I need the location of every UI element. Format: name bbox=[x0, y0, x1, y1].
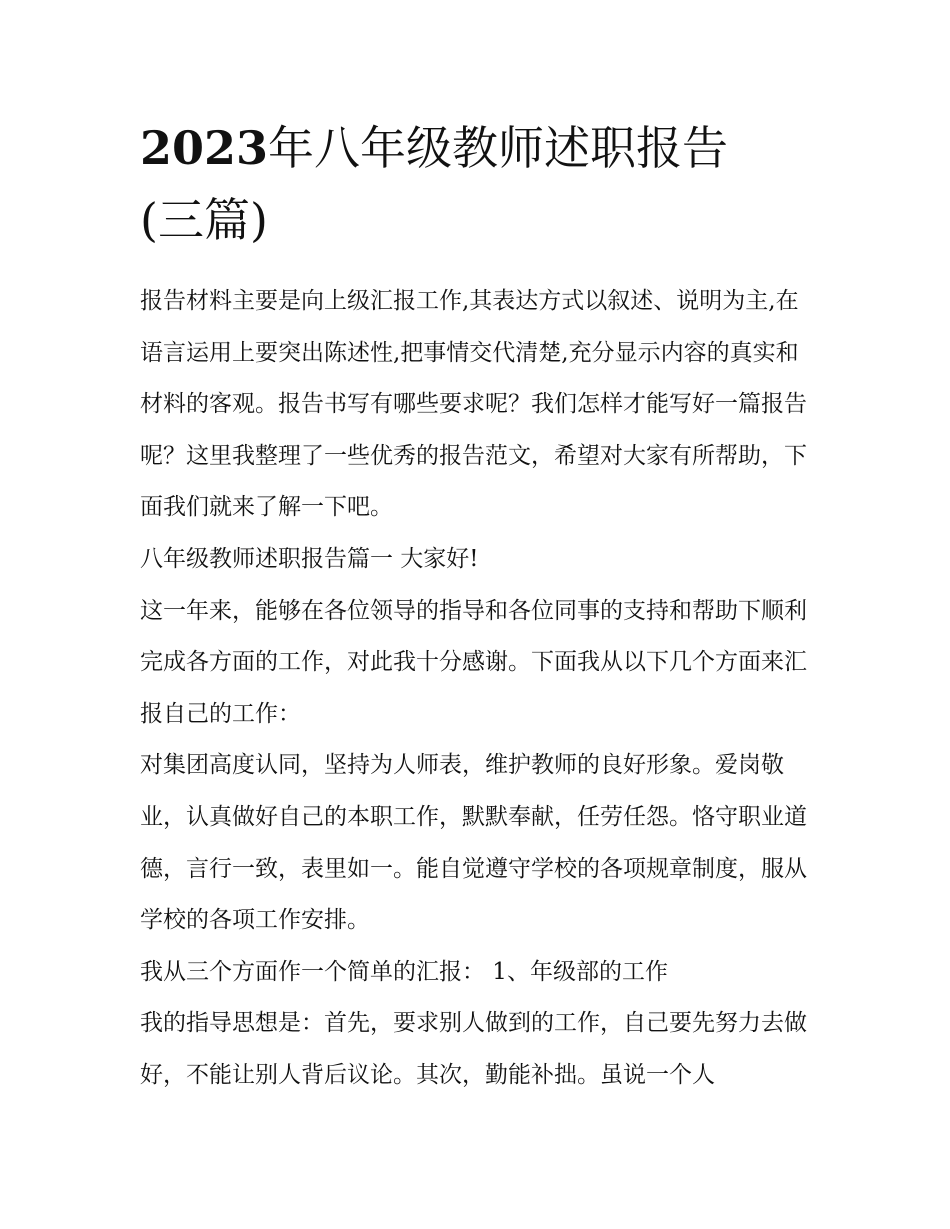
document-title bbox=[140, 112, 820, 256]
title-year: 2023 bbox=[140, 121, 269, 175]
guiding-idea-paragraph: 我的指导思想是：首先，要求别人做到的工作，自己要先努力去做好，不能让别人背后议论。其次，勤能补拙。虽说一个人 bbox=[140, 1010, 807, 1088]
opening-paragraph: 这一年来，能够在各位领导的指导和各位同事的支持和帮助下顺利完成各方面的工作，对此我十分感谢。下面我从以下几个方面来汇报自己的工作： bbox=[140, 597, 807, 727]
section-heading-paragraph: 八年级教师述职报告篇一 大家好! bbox=[140, 545, 479, 572]
title-text: 年八年级教师述职报告 bbox=[268, 121, 729, 175]
report-outline-paragraph: 我从三个方面作一个简单的汇报： 1、年级部的工作 bbox=[140, 958, 668, 985]
title-subtitle: (三篇) bbox=[140, 193, 268, 247]
document-body bbox=[140, 276, 820, 1102]
ethics-paragraph: 对集团高度认同，坚持为人师表，维护教师的良好形象。爱岗敬业，认真做好自己的本职工作，默默奉献，任劳任怨。恪守职业道德，言行一致，表里如一。能自觉遵守学校的各项规章制度，服从学校的各项工作安排。 bbox=[140, 752, 807, 934]
intro-paragraph: 报告材料主要是向上级汇报工作,其表达方式以叙述、说明为主,在语言运用上要突出陈述性,把事情交代清楚,充分显示内容的真实和材料的客观。报告书写有哪些要求呢？我们怎样才能写好一篇报告呢？这里我整理了一些优秀的报告范文，希望对大家有所帮助，下面我们就来了解一下吧。 bbox=[140, 288, 807, 521]
